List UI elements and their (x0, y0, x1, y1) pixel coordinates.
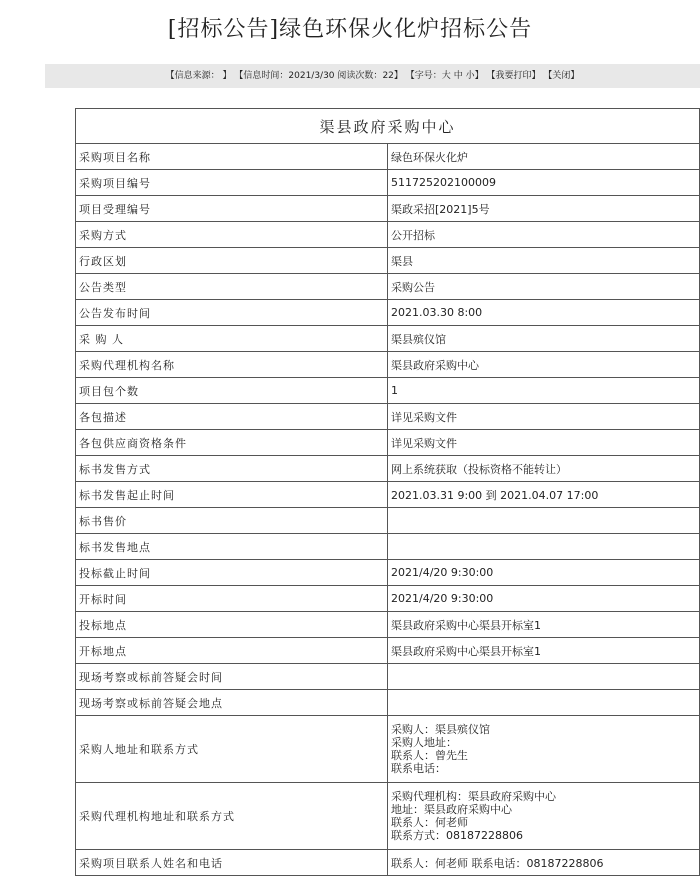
contact-line: 采购人：渠县殡仪馆 (391, 723, 490, 736)
table-row (76, 430, 700, 456)
table-header: 渠县政府采购中心 (76, 109, 700, 144)
field-value: 公开招标 (388, 222, 700, 248)
field-value: 网上系统获取（投标资格不能转让） (388, 456, 700, 482)
field-value: 渠县政府采购中心渠县开标室1 (388, 612, 700, 638)
field-label: 采购项目名称 (76, 144, 388, 170)
contact-line: 地址：渠县政府采购中心 (391, 803, 512, 816)
field-label: 采购项目编号 (76, 170, 388, 196)
purchaser-contact-row (76, 716, 700, 783)
table-row (76, 222, 700, 248)
contact-line: 联系电话： (391, 762, 446, 775)
field-label: 行政区划 (76, 248, 388, 274)
field-label: 项目包个数 (76, 378, 388, 404)
field-label: 采 购 人 (76, 326, 388, 352)
field-label: 开标地点 (76, 638, 388, 664)
print-link[interactable]: 【我要打印】 (486, 71, 541, 81)
table-row (76, 612, 700, 638)
field-label: 现场考察或标前答疑会时间 (76, 664, 388, 690)
field-value: 渠县 (388, 248, 700, 274)
field-value: 511725202100009 (388, 170, 700, 196)
field-label: 各包供应商资格条件 (76, 430, 388, 456)
field-label: 标书发售方式 (76, 456, 388, 482)
table-row (76, 664, 700, 690)
info-source-close: 】 (222, 71, 232, 81)
field-value: 2021.03.31 9:00 到 2021.04.07 17:00 (388, 482, 700, 508)
table-row (76, 248, 700, 274)
table-row (76, 482, 700, 508)
table-row (76, 560, 700, 586)
field-label: 项目受理编号 (76, 196, 388, 222)
table-row (76, 508, 700, 534)
field-value (388, 534, 700, 560)
announcement-table (75, 108, 700, 876)
field-value: 绿色环保火化炉 (388, 144, 700, 170)
table-row (76, 196, 700, 222)
project-contact-row (76, 850, 700, 876)
info-time-label: 【信息时间： (234, 71, 289, 81)
field-value (388, 664, 700, 690)
field-label: 公告类型 (76, 274, 388, 300)
field-label: 投标地点 (76, 612, 388, 638)
info-source-label: 【信息来源： (165, 71, 220, 81)
contact-line: 采购人地址： (391, 736, 457, 749)
field-value (388, 690, 700, 716)
field-label: 公告发布时间 (76, 300, 388, 326)
field-label: 采购代理机构地址和联系方式 (76, 783, 388, 850)
field-label: 标书发售地点 (76, 534, 388, 560)
font-size-large-link[interactable]: 大 (441, 71, 451, 81)
table-row (76, 638, 700, 664)
table-row (76, 170, 700, 196)
field-label: 采购人地址和联系方式 (76, 716, 388, 783)
contact-line: 联系方式：08187228806 (391, 829, 523, 842)
table-row (76, 456, 700, 482)
field-value-multiline (388, 783, 700, 850)
field-value: 详见采购文件 (388, 404, 700, 430)
field-value: 渠县殡仪馆 (388, 326, 700, 352)
font-size-small-link[interactable]: 小 (465, 71, 475, 81)
field-value-multiline (388, 716, 700, 783)
field-label: 采购代理机构名称 (76, 352, 388, 378)
contact-line: 联系人：曾先生 (391, 749, 468, 762)
info-font-label: 【字号： (405, 71, 442, 81)
field-label: 标书发售起止时间 (76, 482, 388, 508)
table-row (76, 404, 700, 430)
agency-contact-row (76, 783, 700, 850)
font-size-medium-link[interactable]: 中 (453, 71, 463, 81)
table-row (76, 144, 700, 170)
field-value: 2021.03.30 8:00 (388, 300, 700, 326)
info-time-value: 2021/3/30 (288, 71, 335, 81)
close-link[interactable]: 【关闭】 (543, 71, 580, 81)
field-value: 2021/4/20 9:30:00 (388, 586, 700, 612)
table-row (76, 378, 700, 404)
field-label: 各包描述 (76, 404, 388, 430)
contact-line: 采购代理机构：渠县政府采购中心 (391, 790, 556, 803)
field-label: 现场考察或标前答疑会地点 (76, 690, 388, 716)
info-bar (45, 64, 700, 88)
table-header-row (76, 109, 700, 144)
table-row (76, 300, 700, 326)
table-row (76, 274, 700, 300)
field-label: 开标时间 (76, 586, 388, 612)
table-row (76, 534, 700, 560)
field-value (388, 508, 700, 534)
info-views-close: 】 (393, 71, 403, 81)
table-row (76, 326, 700, 352)
table-row (76, 586, 700, 612)
info-views-value: 22 (382, 71, 394, 81)
field-value: 渠政采招[2021]5号 (388, 196, 700, 222)
field-label: 标书售价 (76, 508, 388, 534)
page-title: [招标公告]绿色环保火化炉招标公告 (167, 17, 533, 42)
info-views-label: 阅读次数： (337, 71, 383, 81)
field-value: 渠县政府采购中心渠县开标室1 (388, 638, 700, 664)
field-value: 联系人：何老师 联系电话：08187228806 (388, 850, 700, 876)
field-value: 2021/4/20 9:30:00 (388, 560, 700, 586)
field-label: 投标截止时间 (76, 560, 388, 586)
field-value: 采购公告 (388, 274, 700, 300)
contact-line: 联系人：何老师 (391, 816, 468, 829)
field-label: 采购项目联系人姓名和电话 (76, 850, 388, 876)
field-value: 1 (388, 378, 700, 404)
field-label: 采购方式 (76, 222, 388, 248)
info-font-close: 】 (474, 71, 484, 81)
field-value: 详见采购文件 (388, 430, 700, 456)
field-value: 渠县政府采购中心 (388, 352, 700, 378)
table-row (76, 690, 700, 716)
table-row (76, 352, 700, 378)
